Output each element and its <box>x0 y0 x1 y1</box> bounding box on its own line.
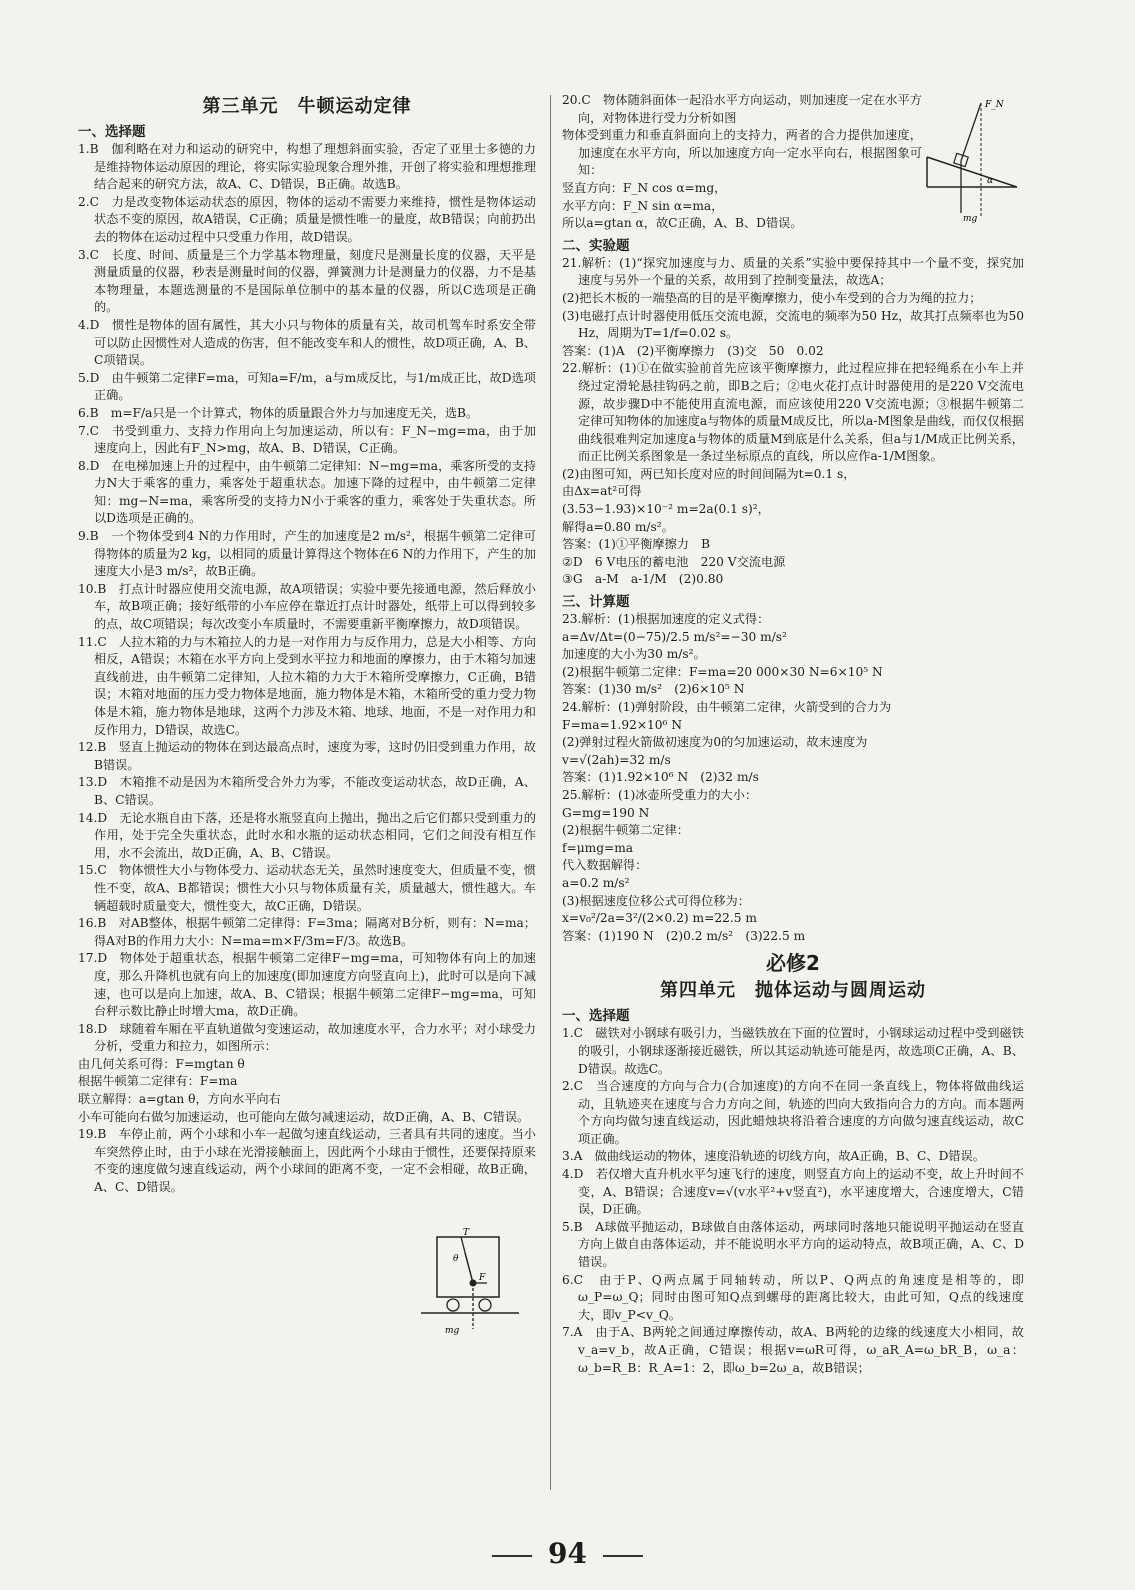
answer-line: 根据牛顿第二定律有：F=ma <box>78 1074 238 1089</box>
tension-arrow <box>465 1253 473 1283</box>
answer-line: 水平方向：F_N sin α=ma， <box>562 198 724 213</box>
answer-line: 10.B 打点计时器应使用交流电源，故A项错误；实验中要先接通电源，然后释放小车，故B项正确；接好纸带的小车应停在靠近打点计时器处，纸带上可以得到较多的点，故C项错误；每次改变小车质量时，不需要重新平衡摩擦力，故D项错误。 <box>78 581 536 632</box>
answer-line: (2)根据牛顿第二定律： <box>562 823 689 838</box>
answer-line: 16.B 对AB整体，根据牛顿第二定律得：F=3ma；隔离对B分析，则有：N=ma；得A对B的作用力大小：N=ma=m×F/3m=F/3。故选B。 <box>78 916 536 948</box>
answer-line: G=mg=190 N <box>562 805 650 820</box>
answer-line: 1.C 磁铁对小钢球有吸引力，当磁铁放在下面的位置时，小钢球运动过程中受到磁铁的吸引，小钢球逐渐接近磁铁，所以其运动轨迹可能是丙，故选项C正确，A、B、D错误。故选C。 <box>562 1026 1024 1076</box>
answer-line: 答案：(1)A (2)平衡摩擦力 (3)交 50 0.02 <box>562 343 824 358</box>
part-title-bixiu2: 必修2 <box>766 951 820 976</box>
answer-line: 7.C 书受到重力、支持力作用向上匀加速运动，所以有：F_N−mg=ma，由于加速度向上，因此有F_N>mg，故A、B、D错误，C正确。 <box>78 423 536 456</box>
answer-line: 答案：(1)1.92×10⁶ N (2)32 m/s <box>562 770 759 785</box>
answer-line: (2)由图可知，两已知长度对应的时间间隔为t=0.1 s， <box>562 466 856 481</box>
answer-line: 23.解析：(1)根据加速度的定义式得： <box>562 612 770 627</box>
answer-line: 由几何关系可得：F=mgtan θ <box>78 1056 245 1071</box>
answer-line: 答案：(1)190 N (2)0.2 m/s² (3)22.5 m <box>562 928 806 943</box>
answer-line: v=√(2ah)=32 m/s <box>562 752 671 767</box>
incline-slope <box>927 157 1017 187</box>
answer-line: (3)电磁打点计时器使用低压交流电源，交流电的频率为50 Hz，故其打点频率也为50 Hz，周期为T=1/f=0.02 s。 <box>562 308 1024 341</box>
page-number: 94 <box>548 1537 587 1570</box>
normal-force-arrow <box>961 103 981 161</box>
answer-line: a=0.2 m/s² <box>562 875 630 890</box>
answer-line: 7.A 由于A、B两轮之间通过摩擦传动，故A、B两轮的边缘的线速度大小相同，故v_a=v_b，故A正确，C错误；根据v=ωR可得，ω_aR_A=ω_bR_B，ω_a：ω_b=R_B：R_A=1：2，即ω_b=2ω_a，故B错误； <box>562 1325 1024 1375</box>
right-column <box>562 92 1024 1377</box>
answer-20 <box>562 92 922 233</box>
answer-line: (2)把长木板的一端垫高的目的是平衡摩擦力，使小车受到的合力为绳的拉力； <box>562 290 982 305</box>
wheel-right <box>479 1299 491 1311</box>
answer-line: 2.C 力是改变物体运动状态的原因，物体的运动不需要力来维持，惯性是物体运动状态不变的原因，故A错误，C正确；质量是惯性唯一的量度，故B错误；向前扔出去的物体在运动过程中只受重力作用，故D错误。 <box>78 194 536 244</box>
section-calculation: 三、计算题 <box>562 594 630 611</box>
label-T: T <box>463 1228 470 1238</box>
answer-line: 答案：(1)30 m/s² (2)6×10⁵ N <box>562 682 745 697</box>
answer-line: 4.D 惯性是物体的固有属性，其大小只与物体的质量有关，故司机驾车时系安全带可以防止因惯性对人造成的伤害，但不能改变车和人的惯性，故D项正确，A、B、C项错误。 <box>78 317 536 368</box>
answer-line: 2.C 当合速度的方向与合力(合加速度)的方向不在同一条直线上，物体将做曲线运动，且轨迹夹在速度与合力方向之间，轨迹的凹向大致指向合力的方向。而本题两个方向均做匀速直线运动，因此蜡烛块将沿着合速度的方向做匀速直线运动，故C项正确。 <box>562 1079 1024 1146</box>
label-mg: mg <box>445 1326 460 1335</box>
answer-24 <box>562 699 1024 787</box>
cart-pendulum-figure <box>415 1225 525 1335</box>
answer-line: 21.解析：(1)“探究加速度与力、质量的关系”实验中要保持其中一个量不变，探究加速度与另外一个量的关系，故用到了控制变量法，故选A； <box>562 255 1024 288</box>
answer-line: 3.A 做曲线运动的物体，速度沿轨迹的切线方向，故A正确，B、C、D错误。 <box>562 1149 985 1164</box>
cart-box <box>437 1237 499 1297</box>
section-choice: 一、选择题 <box>78 124 146 140</box>
answer-line: 22.解析：(1)①在做实验前首先应该平衡摩擦力，此过程应排在把轻绳系在小车上并绕过定滑轮悬挂钩码之前，即B之后；②电火花打点计时器使用的是220 V交流电源，故步骤D中不能使用直流电源，而应该使用220 V交流电源；③根据牛顿第二定律可知物体的加速度a与物体的质量M成反比，所以a-M图象是曲线，而仅仅根据曲线很难判定加速度a与物体的质量M到底是什么关系，但a与1/M成正比例关系，而正比例关系图象是一条过坐标原点的直线，所以应作a-1/M图象。 <box>562 361 1024 464</box>
answer-line: 竖直方向：F_N cos α=mg， <box>562 180 727 195</box>
answer-line: 20.C 物体随斜面体一起沿水平方向运动，则加速度一定在水平方向，对物体进行受力分析如图 <box>562 93 922 125</box>
left-column <box>78 92 536 1197</box>
incline-figure <box>925 95 1025 225</box>
answer-23 <box>562 611 1024 699</box>
answer-line: 18.D 球随着车厢在平直轨道做匀变速运动，故加速度水平，合力水平；对小球受力分析，受重力和拉力，如图所示： <box>78 1021 536 1054</box>
answer-line: 14.D 无论水瓶自由下落，还是将水瓶竖直向上抛出，抛出之后它们都只受到重力的作用，处于完全失重状态，此时水和水瓶的运动状态相同，它们之间没有相互作用，水不会流出，故D正确，A、B、C错误。 <box>78 810 536 860</box>
answer-line: 所以a=gtan α，故C正确，A、B、D错误。 <box>562 216 803 231</box>
answer-line: 3.C 长度、时间、质量是三个力学基本物理量，刻度尺是测量长度的仪器，天平是测量质量的仪器，秒表是测量时间的仪器，弹簧测力计是测量力的仪器，力不是基本物理量，本题选测量的不是国际单位制中的基本量的仪器，所以C选项是正确的。 <box>78 247 536 315</box>
section-choice-unit4: 一、选择题 <box>562 1008 630 1025</box>
page-footer <box>0 1537 1135 1570</box>
answer-line: 加速度的大小为30 m/s²。 <box>562 647 706 662</box>
label-alpha: α <box>987 176 994 186</box>
answer-line: 6.B m=F/a只是一个计算式，物体的质量跟合外力与加速度无关，选B。 <box>78 405 479 420</box>
answer-line: 24.解析：(1)弹射阶段，由牛顿第二定律，火箭受到的合力为 <box>562 700 892 714</box>
answer-line: 25.解析：(1)冰壶所受重力的大小： <box>562 787 758 802</box>
label-mg-2: mg <box>963 214 978 224</box>
answer-line: 小车可能向右做匀加速运动，也可能向左做匀减速运动，故D正确，A、B、C错误。 <box>78 1109 530 1124</box>
answer-line: 5.B A球做平抛运动，B球做自由落体运动，两球同时落地只能说明平抛运动在竖直方向上做自由落体运动，并不能说明水平方向的运动特点，故B项正确，A、C、D错误。 <box>562 1219 1024 1270</box>
unit3-title: 第三单元 牛顿运动定律 <box>202 96 412 117</box>
answer-21 <box>562 255 1024 361</box>
answer-line: x=v₀²/2a=3²/(2×0.2) m=22.5 m <box>562 911 757 926</box>
answer-line: (2)根据牛顿第二定律：F=ma=20 000×30 N=6×10⁵ N <box>562 664 883 679</box>
footer-dash-right <box>603 1555 643 1557</box>
answer-line: (2)弹射过程火箭做初速度为0的匀加速运动，故末速度为 <box>562 735 868 750</box>
answer-line: 6.C 由于P、Q两点属于同轴转动，所以P、Q两点的角速度是相等的，即ω_P=ω_Q；同时由图可知Q点到螺母的距离比较大，由此可知，Q点的线速度大，即v_P<v_Q。 <box>562 1272 1024 1322</box>
left-answer-list <box>78 141 536 1197</box>
answer-line: 4.D 若仅增大直升机水平匀速飞行的速度，则竖直方向上的运动不变，故上升时间不变，A、B错误；合速度v=√(v水平²+v竖直²)，水平速度增大，合速度增大，C错误，D正确。 <box>562 1167 1024 1217</box>
label-FN: F_N <box>985 100 1004 110</box>
unit4-answer-list <box>562 1025 1024 1377</box>
answer-25 <box>562 787 1024 945</box>
answer-line: 联立解得：a=gtan θ，方向水平向右 <box>78 1092 281 1107</box>
answer-line: 19.B 车停止前，两个小球和小车一起做匀速直线运动，三者具有共同的速度。当小车突然停止时，由于小球在光滑接触面上，因此两个小球由于惯性，还要保持原来不变的速度做匀速直线运动，两个小球间的距离不变，一定不会相碰，故B正确，A、C、D错误。 <box>78 1127 536 1195</box>
answer-line: 5.D 由牛顿第二定律F=ma，可知a=F/m，a与m成反比，与1/m成正比，故D选项正确。 <box>78 370 536 403</box>
label-F: F <box>479 1273 486 1283</box>
wheel-left <box>447 1299 459 1311</box>
answer-line: 解得a=0.80 m/s²。 <box>562 519 674 534</box>
unit4-title: 第四单元 抛体运动与圆周运动 <box>660 980 926 1002</box>
answer-line: (3.53−1.93)×10⁻² m=2a(0.1 s)²， <box>562 502 770 517</box>
answer-line: 答案：(1)①平衡摩擦力 B <box>562 537 711 552</box>
answer-line: 1.B 伽利略在对力和运动的研究中，构想了理想斜面实验，否定了亚里士多德的力是维持物体运动原因的理论，将实际实验现象合理外推，开创了将实验和理想推理结合起来的研究方法，故A、C、D错误，B正确。故选B。 <box>78 142 536 192</box>
answer-line: a=Δv/Δt=(0−75)/2.5 m/s²=−30 m/s² <box>562 629 787 644</box>
answer-line: 8.D 在电梯加速上升的过程中，由牛顿第二定律知：N−mg=ma，乘客所受的支持力N大于乘客的重力，乘客处于超重状态。加速下降的过程中，由牛顿第二定律知：mg−N=ma，乘客所受的支持力N小于乘客的重力，乘客处于失重状态。所以D选项是正确的。 <box>78 458 536 526</box>
answer-line: 12.B 竖直上抛运动的物体在到达最高点时，速度为零，这时仍旧受到重力作用，故B错误。 <box>78 740 536 772</box>
answer-line: ③G a-M a-1/M (2)0.80 <box>562 572 724 587</box>
answer-line: 9.B 一个物体受到4 N的力作用时，产生的加速度是2 m/s²，根据牛顿第二定律可得物体的质量为2 kg，以相同的质量计算得这个物体在6 N的力作用下，产生的加速度大小是3 m/s²，故B正确。 <box>78 529 536 579</box>
section-experiment: 二、实验题 <box>562 237 630 254</box>
answer-line: 物体受到重力和垂直斜面向上的支持力，两者的合力提供加速度，加速度在水平方向，所以加速度方向一定水平向右，根据图象可知： <box>562 128 922 178</box>
answer-line: 11.C 人拉木箱的力与木箱拉人的力是一对作用力与反作用力，总是大小相等、方向相反，A错误；木箱在水平方向上受到水平拉力和地面的摩擦力，由于木箱匀加速直线前进，由牛顿第二定律知，人拉木箱的力大于木箱所受摩擦力，C正确，B错误；木箱对地面的压力受力物体是地面，施力物体是木箱，木箱所受的重力受力物体是木箱，施力物体是地球，这两个力涉及木箱、地球、地面，不是一对作用力和反作用力，D错误，故选C。 <box>78 634 536 737</box>
answer-line: f=μmg=ma <box>562 840 634 855</box>
answer-22 <box>562 360 1024 589</box>
column-divider <box>550 95 551 1490</box>
answer-line: (3)根据速度位移公式可得位移为： <box>562 893 750 908</box>
answer-line: F=ma=1.92×10⁶ N <box>562 717 682 732</box>
answer-line: 由Δx=at²可得 <box>562 484 642 499</box>
footer-dash-left <box>492 1555 532 1557</box>
answer-line: 13.D 木箱推不动是因为木箱所受合外力为零，不能改变运动状态，故D正确，A、B、C错误。 <box>78 775 536 807</box>
answer-line: 代入数据解得： <box>562 858 648 873</box>
label-theta: θ <box>453 1254 459 1264</box>
answer-line: ②D 6 V电压的蓄电池 220 V交流电源 <box>562 554 786 569</box>
answer-line: 17.D 物体处于超重状态，根据牛顿第二定律F−mg=ma，可知物体有向上的加速度，那么升降机也就有向上的加速度(即加速度方向竖直向上)，此时可以是向下减速，也可以是向上加速，故A、B、C错误；根据牛顿第二定律F−mg=ma，可知台秤示数比静止时增大ma，故D正确。 <box>78 951 536 1019</box>
answer-line: 15.C 物体惯性大小与物体受力、运动状态无关，虽然时速度变大，但质量不变，惯性不变，故A、B都错误；惯性大小只与物体质量有关，质量越大，惯性越大。车辆超载时质量变大，惯性变大，故C正确，D错误。 <box>78 863 536 913</box>
